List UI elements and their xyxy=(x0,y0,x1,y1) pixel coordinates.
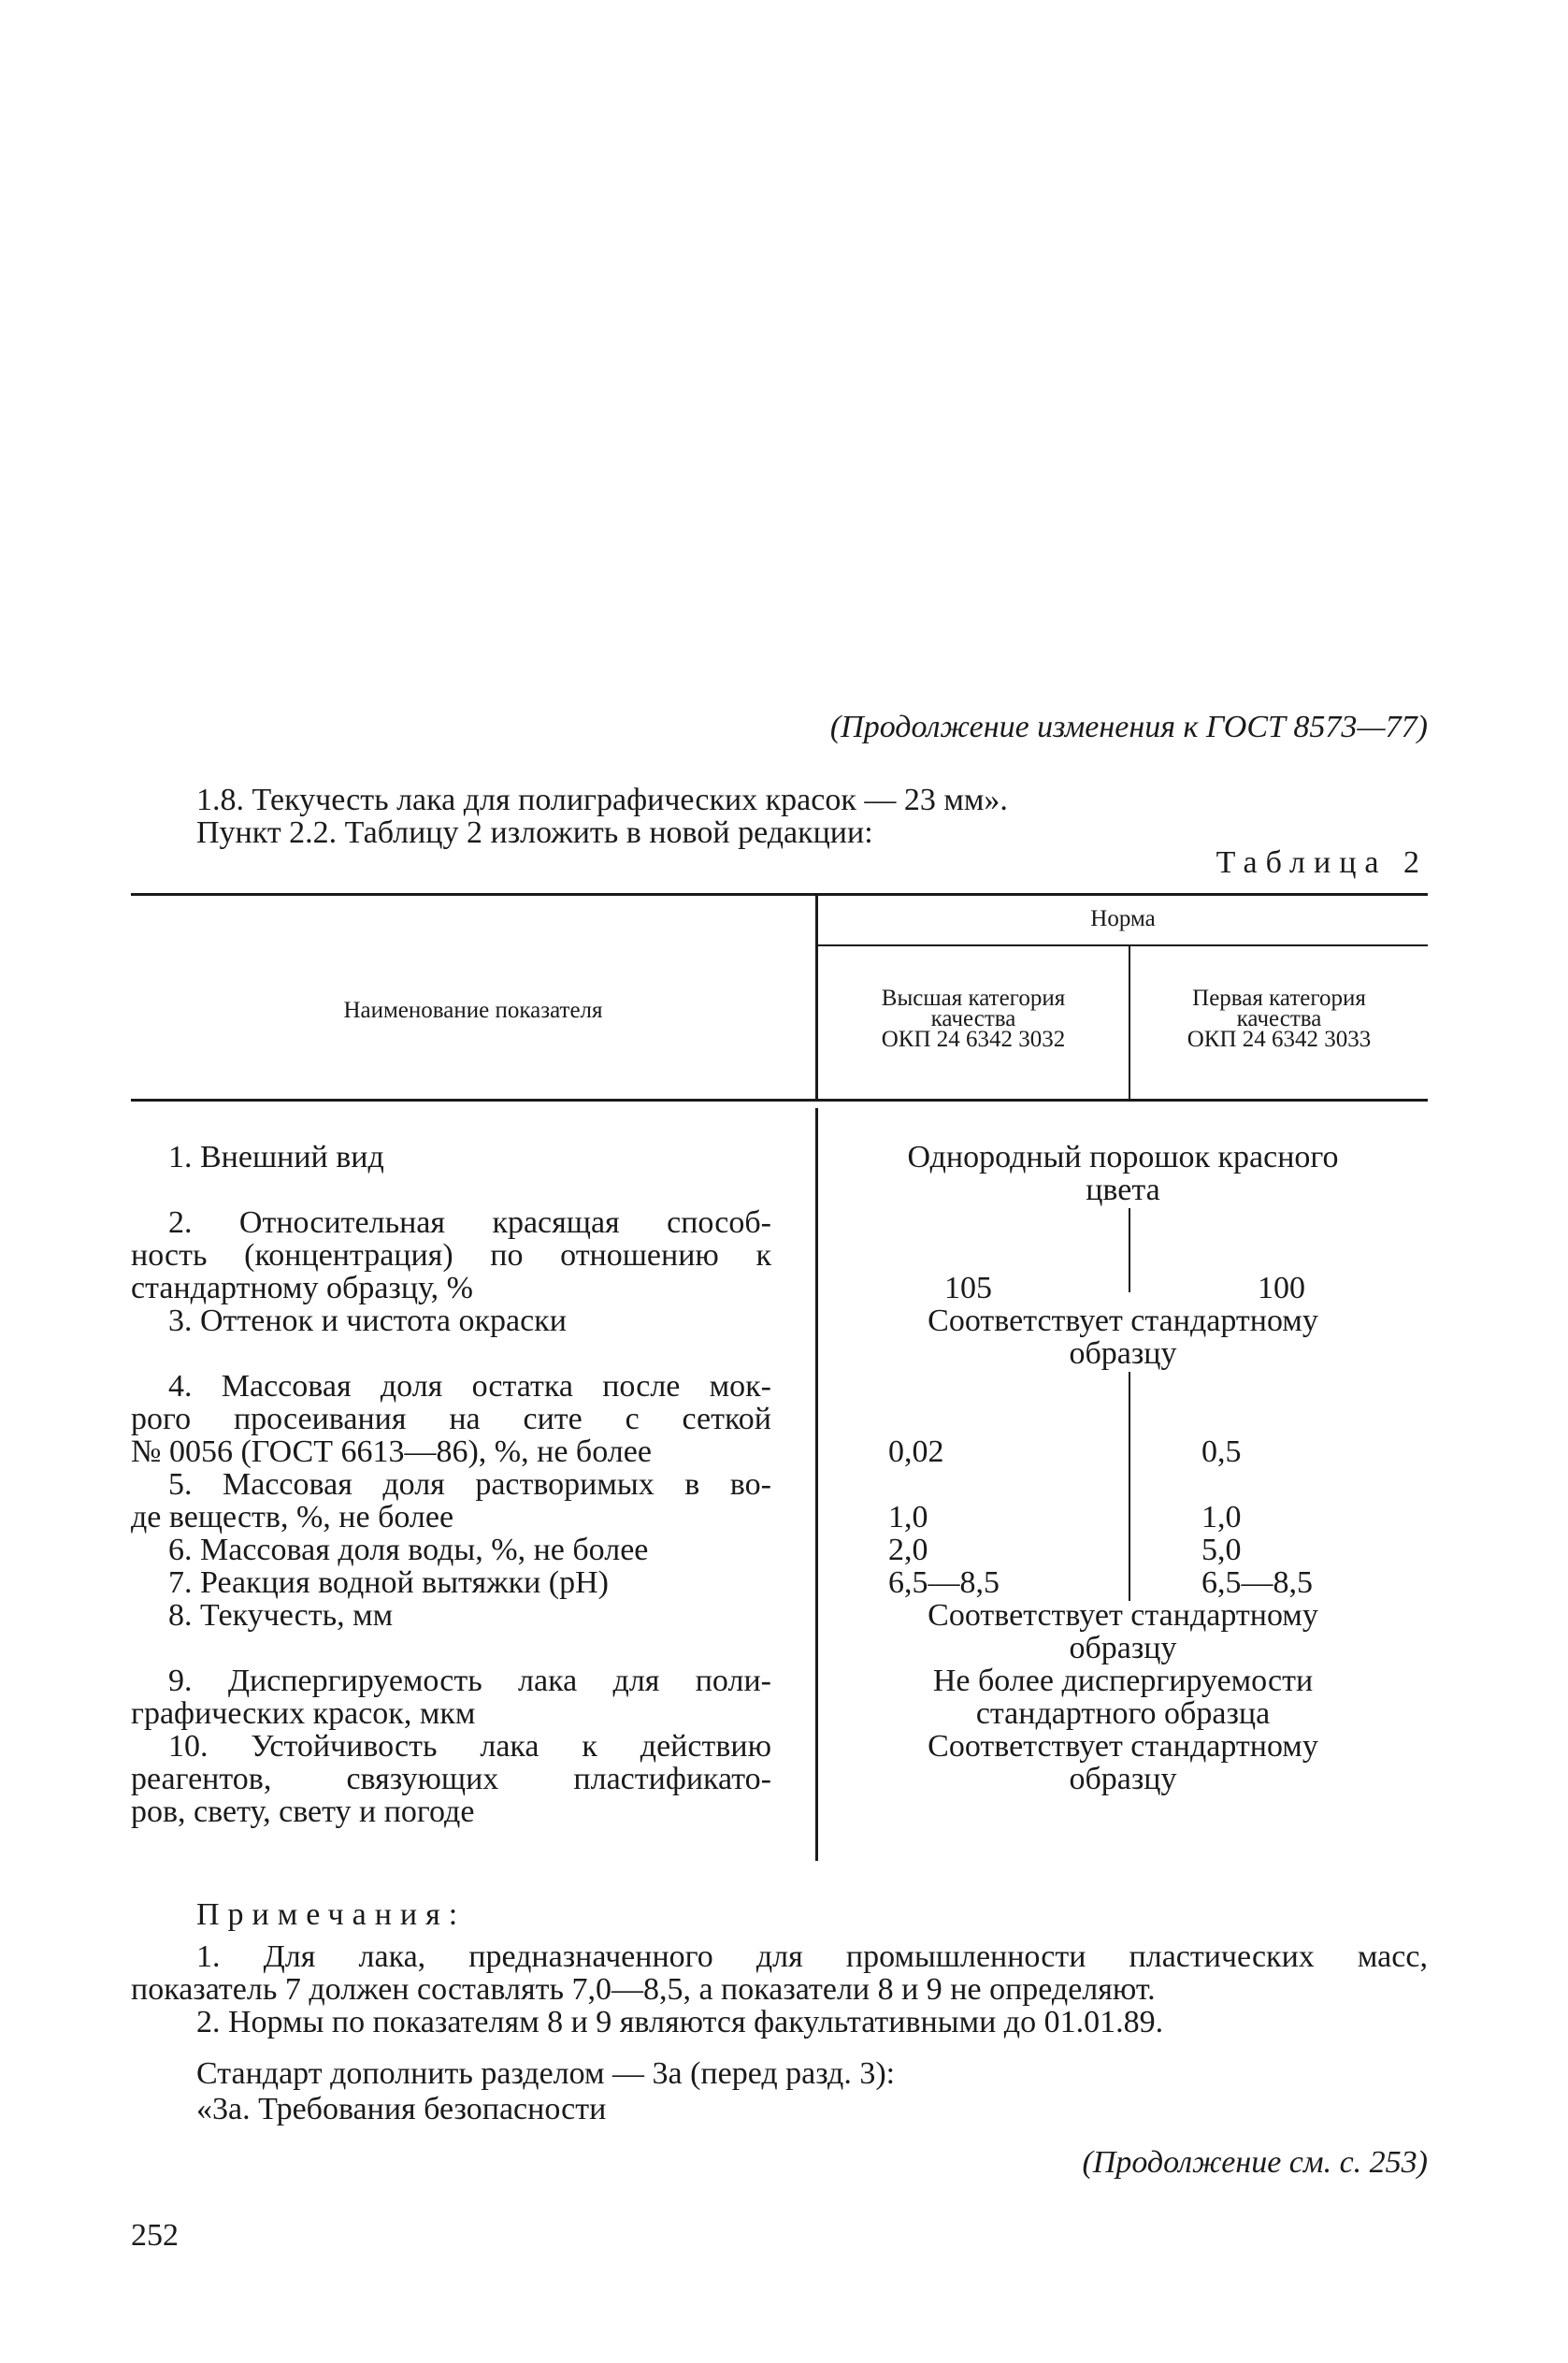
note1-w5: для xyxy=(755,1939,803,1974)
subcolumn-divider-rows4-7 xyxy=(1129,1372,1130,1601)
addition-line1: Стандарт дополнить разделом — 3а (перед разд. 3): xyxy=(196,2056,896,2091)
notes-title: Примечания: xyxy=(196,1897,467,1932)
row8-name: 8. Текучесть, мм xyxy=(168,1598,394,1633)
note1-w4: предназначенного xyxy=(468,1939,713,1974)
row2-name-w8: отношению xyxy=(560,1238,719,1273)
row2-name-w7: по xyxy=(490,1238,524,1273)
row4-name-w3: доля xyxy=(380,1369,443,1404)
row9-name-w3: лака xyxy=(518,1664,578,1698)
row1-merged-line1: Однородный порошок красного xyxy=(907,1140,1339,1174)
row5-first: 1,0 xyxy=(1201,1500,1242,1535)
row2-name-line2 xyxy=(131,1239,771,1273)
row2-name-w1: 2. xyxy=(168,1205,193,1240)
row10-name-line1 xyxy=(168,1730,771,1764)
row10-name-w4: к xyxy=(582,1729,597,1764)
row9-name-w1: 9. xyxy=(168,1664,193,1698)
row5-name-w3: доля xyxy=(382,1467,445,1502)
header-first-line1: Первая категория xyxy=(1192,986,1366,1011)
header-highest-category xyxy=(818,988,1129,1050)
note1-w1: 1. xyxy=(196,1939,221,1974)
note1-w7: пластических xyxy=(1129,1939,1315,1974)
row9-name-w5: поли- xyxy=(695,1664,771,1698)
header-highest-line2: качества xyxy=(930,1006,1016,1031)
row4-name-w11: с xyxy=(625,1402,640,1436)
row4-first: 0,5 xyxy=(1201,1434,1242,1469)
row3-name: 3. Оттенок и чистота окраски xyxy=(168,1304,567,1338)
row7-highest: 6,5—8,5 xyxy=(888,1565,1000,1600)
row5-name-w6: во- xyxy=(729,1467,771,1502)
row4-name-w2: Массовая xyxy=(221,1369,352,1404)
row5-highest: 1,0 xyxy=(888,1500,928,1535)
row10-merged-line1: Соответствует стандартному xyxy=(928,1729,1318,1764)
row4-highest: 0,02 xyxy=(888,1434,944,1469)
row4-name-w12: сеткой xyxy=(682,1402,771,1436)
note1-line2: показатель 7 должен составлять 7,0—8,5, а показатели 8 и 9 не определяют. xyxy=(131,1972,1156,2007)
subcolumn-divider-row2 xyxy=(1129,1208,1130,1292)
header-first-category xyxy=(1130,988,1428,1050)
row10-name-w5: действию xyxy=(640,1729,771,1764)
row4-name-w8: просеивания xyxy=(233,1402,407,1436)
row5-name-w1: 5. xyxy=(168,1467,193,1502)
row8-merged-line2: образцу xyxy=(1069,1631,1177,1665)
row9-name-line1 xyxy=(168,1664,771,1698)
header-highest-okp: ОКП 24 6342 3032 xyxy=(881,1027,1066,1052)
table-caption: Таблица 2 xyxy=(1216,845,1428,880)
row1-merged-line2: цвета xyxy=(1086,1173,1160,1207)
row4-name-w6: мок- xyxy=(709,1369,771,1404)
note1-w6: промышленности xyxy=(845,1939,1086,1974)
row10-name-w8: пластификато- xyxy=(573,1762,771,1796)
note1-w8: масс, xyxy=(1357,1939,1428,1974)
row1-name: 1. Внешний вид xyxy=(168,1140,384,1174)
table-header-bottom-rule xyxy=(131,1099,1428,1102)
row10-merged-line2: образцу xyxy=(1069,1762,1177,1796)
header-first-okp: ОКП 24 6342 3033 xyxy=(1187,1027,1372,1052)
row5-name-w5: в xyxy=(684,1467,700,1502)
row4-name-w10: сите xyxy=(523,1402,583,1436)
row9-merged-line1: Не более диспергируемости xyxy=(932,1664,1314,1698)
row4-name-line3: № 0056 (ГОСТ 6613—86), %, не более xyxy=(131,1434,652,1469)
intro-line-1: 1.8. Текучесть лака для полиграфических красок — 23 мм». xyxy=(196,783,1008,817)
continuation-title: (Продолжение изменения к ГОСТ 8573—77) xyxy=(829,710,1428,744)
norm-subheader-rule xyxy=(815,944,1428,946)
row4-name-w9: на xyxy=(449,1402,481,1436)
addition-line2: «3а. Требования безопасности xyxy=(196,2092,607,2126)
header-first-line2: качества xyxy=(1236,1006,1322,1031)
note2: 2. Нормы по показателям 8 и 9 являются факультативными до 01.01.89. xyxy=(196,2005,1164,2039)
row2-name-w5: ность xyxy=(131,1238,208,1273)
row2-name-line3: стандартному образцу, % xyxy=(131,1271,473,1305)
row3-merged-line2: образцу xyxy=(1069,1336,1177,1371)
row6-first: 5,0 xyxy=(1201,1533,1242,1567)
table-top-rule xyxy=(131,893,1428,896)
row6-highest: 2,0 xyxy=(888,1533,928,1567)
header-norm: Норма xyxy=(1090,906,1156,931)
row4-name-w7: рого xyxy=(131,1402,192,1436)
row4-name-w4: остатка xyxy=(471,1369,573,1404)
row2-name-w6: (концентрация) xyxy=(244,1238,453,1273)
row2-name-w4: способ- xyxy=(667,1205,771,1240)
row4-name-line2 xyxy=(131,1403,771,1436)
row7-name: 7. Реакция водной вытяжки (pH) xyxy=(168,1565,609,1600)
row10-name-w2: Устойчивость xyxy=(251,1729,438,1764)
row4-name-line1 xyxy=(168,1370,771,1404)
row9-name-line2: графических красок, мкм xyxy=(131,1696,476,1731)
continuation-footer: (Продолжение см. с. 253) xyxy=(1082,2145,1428,2180)
row9-name-w4: для xyxy=(612,1664,660,1698)
row9-name-w2: Диспергируемость xyxy=(227,1664,482,1698)
note1-line1 xyxy=(196,1940,1428,1974)
intro-line-2: Пункт 2.2. Таблицу 2 изложить в новой редакции: xyxy=(196,815,873,850)
row10-name-line3: ров, свету, свету и погоде xyxy=(131,1794,475,1829)
row4-name-w1: 4. xyxy=(168,1369,193,1404)
row2-name-w2: Относительная xyxy=(238,1205,446,1240)
row4-name-w5: после xyxy=(602,1369,681,1404)
row10-name-w6: реагентов, xyxy=(131,1762,272,1796)
row2-highest: 105 xyxy=(944,1271,992,1305)
row7-first: 6,5—8,5 xyxy=(1201,1565,1313,1600)
header-name-column: Наименование показателя xyxy=(343,998,603,1023)
row10-name-w1: 10. xyxy=(168,1729,209,1764)
row5-name-line2: де веществ, %, не более xyxy=(131,1500,454,1535)
row10-name-w7: связующих xyxy=(346,1762,499,1796)
row8-merged-line1: Соответствует стандартному xyxy=(928,1598,1318,1633)
row2-name-w3: красящая xyxy=(492,1205,620,1240)
header-highest-line1: Высшая категория xyxy=(881,986,1066,1011)
row9-merged-line2: стандартного образца xyxy=(975,1696,1271,1731)
row10-name-w3: лака xyxy=(480,1729,539,1764)
row10-name-line2 xyxy=(131,1763,771,1796)
row5-name-line1 xyxy=(168,1468,771,1502)
note1-w3: лака, xyxy=(358,1939,426,1974)
row2-name-w9: к xyxy=(755,1238,771,1273)
row5-name-w2: Массовая xyxy=(223,1467,352,1502)
row5-name-w4: растворимых xyxy=(475,1467,655,1502)
row6-name: 6. Массовая доля воды, %, не более xyxy=(168,1533,649,1567)
row3-merged-line1: Соответствует стандартному xyxy=(928,1304,1318,1338)
row2-name-line1 xyxy=(168,1206,771,1240)
row2-first: 100 xyxy=(1258,1271,1305,1305)
page-number: 252 xyxy=(131,2218,179,2253)
note1-w2: Для xyxy=(263,1939,316,1974)
